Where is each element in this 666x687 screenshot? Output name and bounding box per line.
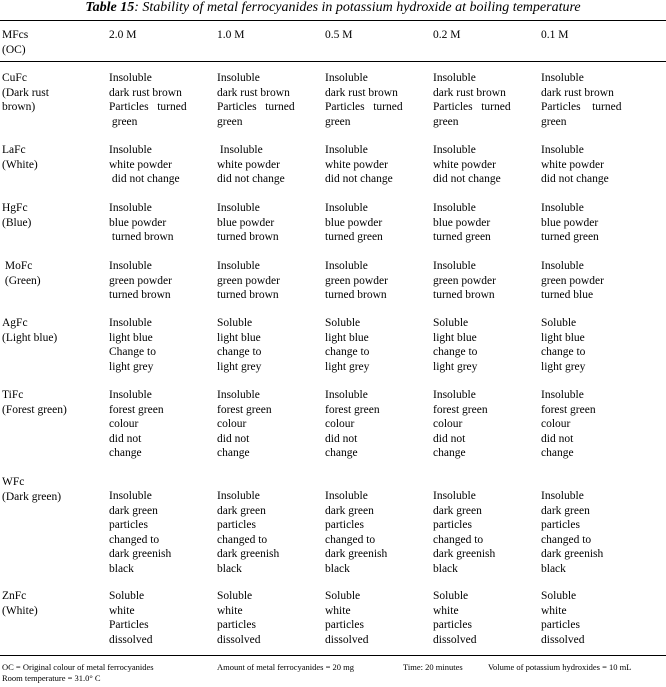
row-name-cufc: CuFc (Dark rust brown)	[2, 72, 49, 113]
header-mfcs: MFcs (OC)	[2, 29, 29, 56]
row-name-lafc: LaFc (White)	[2, 144, 38, 171]
table-cell: Insoluble blue powder turned brown	[217, 202, 279, 243]
top-rule	[0, 20, 666, 21]
footer-room-temp: Room temperature = 31.0° C	[2, 673, 101, 683]
caption-label: Table 15	[85, 0, 135, 15]
footer-amount: Amount of metal ferrocyanides = 20 mg	[217, 662, 354, 672]
row-name-hgfc: HgFc (Blue)	[2, 202, 32, 229]
row-name-agfc: AgFc (Light blue)	[2, 317, 58, 344]
footer-volume: Volume of potassium hydroxides = 10 mL	[488, 662, 632, 672]
table-cell: Soluble light blue change to light grey	[325, 317, 370, 373]
header-conc-1-0: 1.0 M	[217, 29, 245, 41]
caption-text: : Stability of metal ferrocyanides in potassium hydroxide at boiling temperature	[134, 0, 581, 15]
footer-time: Time: 20 minutes	[403, 662, 463, 672]
table-caption	[0, 0, 666, 16]
header-conc-0-1: 0.1 M	[541, 29, 569, 41]
header-rule	[0, 61, 666, 62]
table-cell: Insoluble dark green particles changed to dark greenish black	[541, 490, 604, 575]
table-cell: Soluble white Particles dissolved	[109, 590, 153, 646]
table-cell: Insoluble forest green colour did not change	[109, 389, 164, 459]
table-cell: Insoluble white powder did not change	[541, 144, 609, 185]
footer-oc-note: OC = Original colour of metal ferrocyanides	[2, 662, 154, 672]
table-cell: Soluble white particles dissolved	[541, 590, 585, 646]
row-name-znfc: ZnFc (White)	[2, 590, 38, 617]
table-cell: Soluble white particles dissolved	[433, 590, 477, 646]
table-cell: Insoluble green powder turned brown	[109, 260, 172, 301]
table-cell: Insoluble dark rust brown Particles turned green	[433, 72, 511, 128]
row-name-wfc: WFc (Dark green)	[2, 476, 62, 503]
table-cell: Insoluble green powder turned blue	[541, 260, 604, 301]
table-cell: Insoluble blue powder turned brown	[109, 202, 174, 243]
table-cell: Insoluble forest green colour did not change	[433, 389, 488, 459]
table-cell: Insoluble green powder turned brown	[217, 260, 280, 301]
table-cell: Insoluble light blue Change to light grey	[109, 317, 156, 373]
header-conc-0-5: 0.5 M	[325, 29, 353, 41]
table-cell: Insoluble green powder turned brown	[325, 260, 388, 301]
table-cell: Insoluble white powder did not change	[433, 144, 501, 185]
row-name-tifc: TiFc (Forest green)	[2, 389, 67, 416]
table-cell: Soluble light blue change to light grey	[433, 317, 478, 373]
table-cell: Insoluble forest green colour did not change	[541, 389, 596, 459]
header-conc-2-0: 2.0 M	[109, 29, 137, 41]
table-cell: Insoluble dark green particles changed to dark greenish black	[325, 490, 388, 575]
table-cell: Insoluble dark rust brown Particles turned green	[109, 72, 187, 128]
table-cell: Insoluble dark green particles changed to dark greenish black	[433, 490, 496, 575]
table-cell: Insoluble blue powder turned green	[433, 202, 491, 243]
table-cell: Insoluble forest green colour did not change	[217, 389, 272, 459]
table-cell: Soluble light blue change to light grey	[217, 317, 262, 373]
table-cell: Insoluble blue powder turned green	[541, 202, 599, 243]
table-cell: Insoluble green powder turned brown	[433, 260, 496, 301]
table-cell: Insoluble forest green colour did not change	[325, 389, 380, 459]
table-cell: Insoluble white powder did not change	[325, 144, 393, 185]
table-cell: Insoluble dark rust brown Particles turned green	[325, 72, 403, 128]
table-cell: Insoluble blue powder turned green	[325, 202, 383, 243]
bottom-rule	[0, 655, 666, 656]
row-name-mofc: MoFc (Green)	[4, 260, 41, 287]
header-conc-0-2: 0.2 M	[433, 29, 461, 41]
table-cell: Soluble light blue change to light grey	[541, 317, 586, 373]
table-cell: Insoluble dark green particles changed to dark greenish black	[109, 490, 172, 575]
table-cell: Insoluble white powder did not change	[109, 144, 180, 185]
table-cell: Insoluble dark green particles changed to dark greenish black	[217, 490, 280, 575]
table-cell: Insoluble dark rust brown Particles turned green	[217, 72, 295, 128]
table-cell: Insoluble white powder did not change	[217, 144, 285, 185]
table-cell: Soluble white particles dissolved	[325, 590, 369, 646]
table-cell: Insoluble dark rust brown Particles turned green	[541, 72, 622, 128]
table-cell: Soluble white particles dissolved	[217, 590, 261, 646]
